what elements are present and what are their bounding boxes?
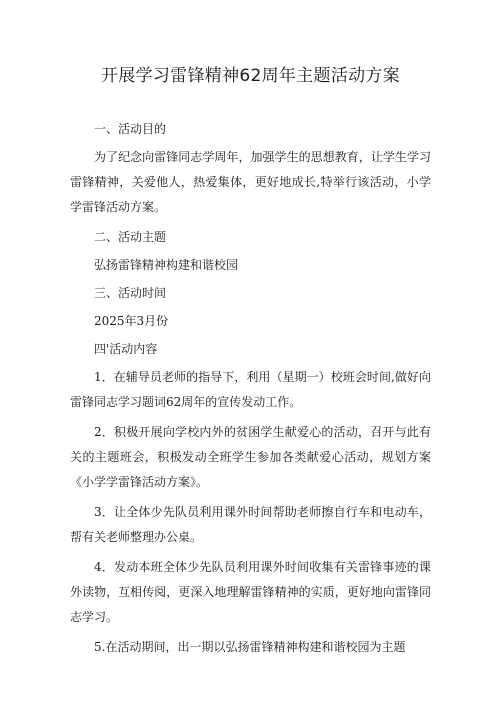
content-item-4: 4．发动本班全体少先队员利用课外时间收集有关雷锋事迹的课外读物，互相传阅，更深入地理解雷锋精神的实质，更好地向雷锋同志学习。 — [70, 560, 431, 624]
section-heading-time: 三、活动时间 — [94, 286, 167, 300]
section-heading-content: 四'活动内容 — [94, 342, 158, 356]
time-paragraph: 2025年3月份 — [94, 314, 169, 328]
content-item-2: 2．积极开展向学校内外的贫困学生献爱心的活动，召开与此有关的主题班会，积极发动全班学生参加各类献爱心活动，规划方案《小学学雷锋活动方案》。 — [70, 425, 431, 489]
section-heading-purpose: 一、活动目的 — [94, 122, 167, 136]
purpose-paragraph: 为了纪念向雷锋同志学周年，加强学生的思想教育，让学生学习雷锋精神，关爱他人，热爱集体，更好地成长,特举行该活动，小学学雷锋活动方案。 — [70, 150, 431, 214]
theme-paragraph: 弘扬雷锋精神构建和谐校园 — [94, 258, 239, 272]
section-heading-theme: 二、活动主题 — [94, 230, 167, 244]
document-body — [70, 117, 431, 660]
content-item-5: 5.在活动期间，出一期以弘扬雷锋精神构建和谐校园为主题 — [94, 640, 406, 654]
content-item-1: 1．在辅导员老师的指导下，利用（星期一）校班会时间,做好向雷锋同志学习题词62周年的宣传发动工作。 — [70, 370, 431, 409]
content-item-3: 3．让全体少先队员利用课外时间帮助老师擦自行车和电动车，帮有关老师整理办公桌。 — [70, 505, 431, 544]
document-title: 开展学习雷锋精神62周年主题活动方案 — [100, 66, 401, 86]
